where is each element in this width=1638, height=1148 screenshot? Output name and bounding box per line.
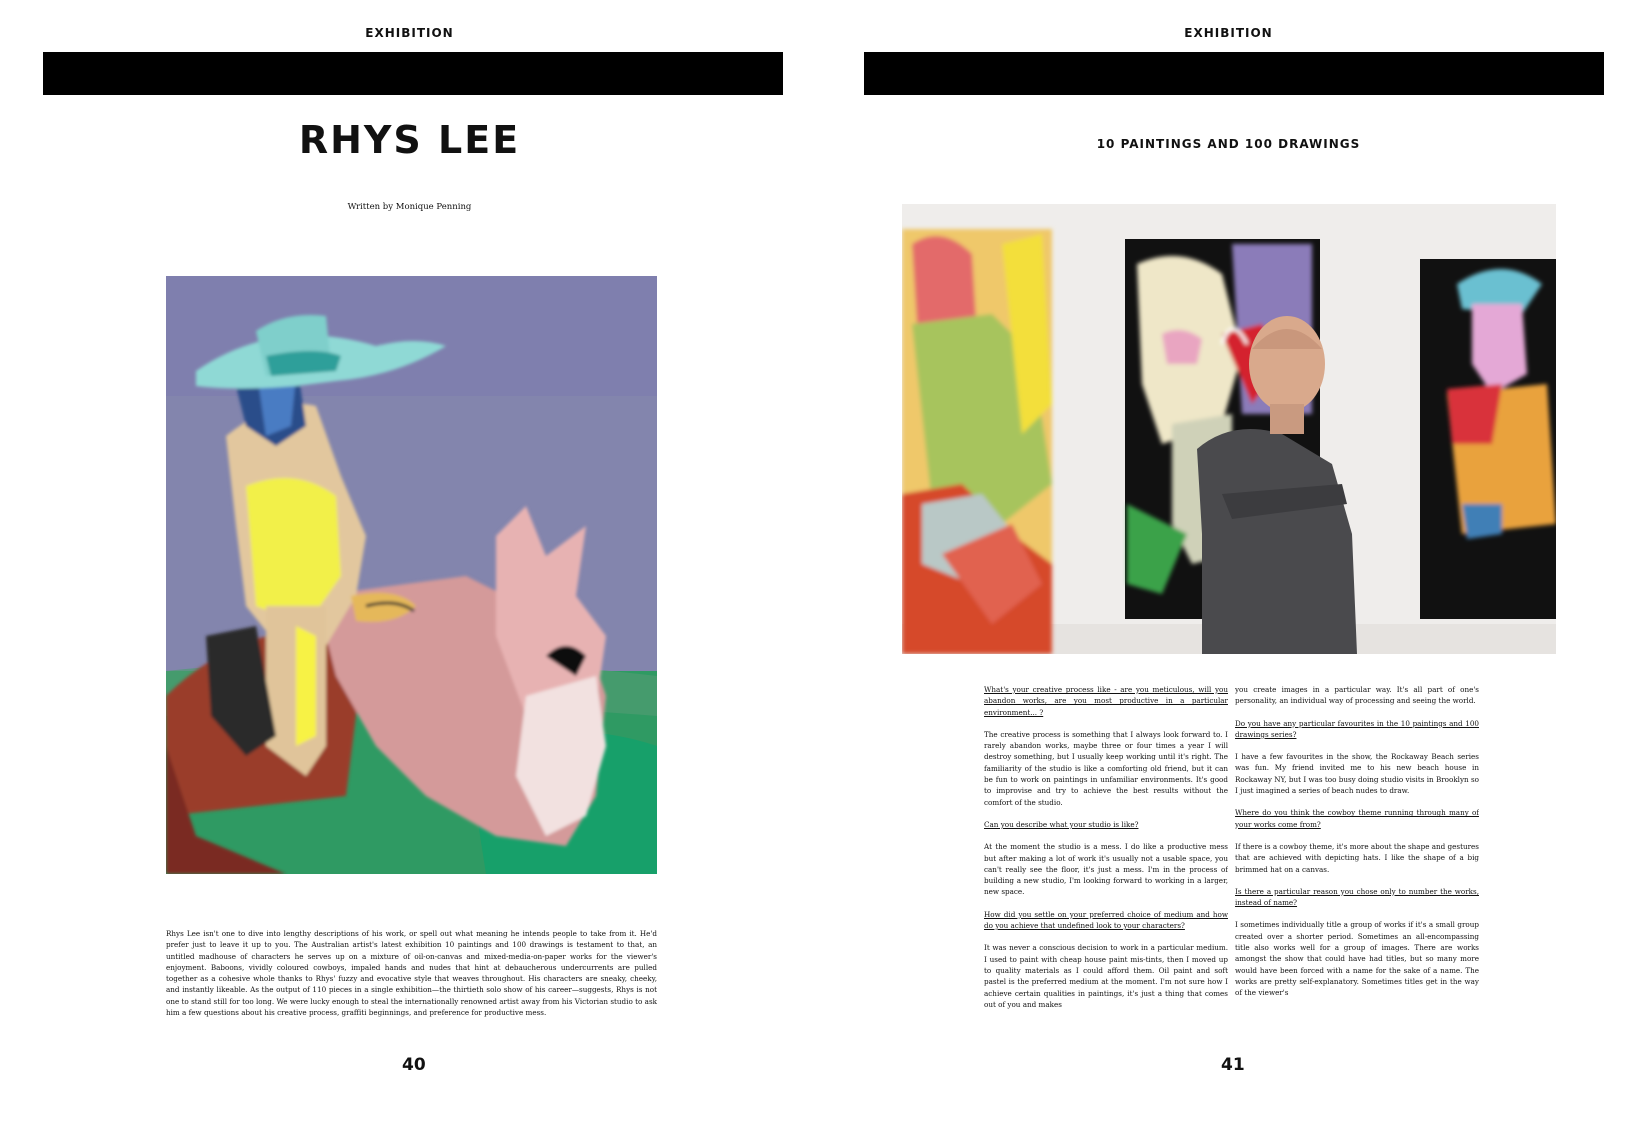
byline: Written by Monique Penning	[347, 202, 472, 212]
artist-gallery-photo	[902, 204, 1556, 654]
page-number: 40	[402, 1055, 426, 1075]
interview-answer: The creative process is something that I always look forward to. I rarely abandon works, maybe three or four times a year I will destroy something, but I usually keep working until it's right. The familiarity of the studio is like a comforting old friend, but it can be fun to work on paintings in unfamiliar environments. It's good to improvise and try to achieve the best results without the comfort of the studio.	[984, 729, 1228, 807]
section-label: EXHIBITION	[365, 26, 454, 40]
interview-question: Can you describe what your studio is like?	[984, 819, 1139, 829]
interview-answer: If there is a cowboy theme, it's more about the shape and gestures that are achieved with depicting hats. I like the shape of a big brimmed hat on a canvas.	[1235, 841, 1479, 874]
page-number: 41	[1221, 1055, 1245, 1075]
article-subtitle: 10 PAINTINGS AND 100 DRAWINGS	[1096, 137, 1361, 151]
interview-question: Is there a particular reason you chose only to number the works, instead of name?	[1235, 886, 1479, 908]
interview-column-2	[1235, 684, 1479, 1020]
interview-answer: I have a few favourites in the show, the Rockaway Beach series was fun. My friend invited me to his new beach house in Rockaway NY, but I was too busy doing studio visits in Brooklyn so I just imagined a series of beach nudes to draw.	[1235, 752, 1479, 796]
interview-question: Where do you think the cowboy theme running through many of your works come from?	[1235, 808, 1479, 829]
interview-answer: you create images in a particular way. It's all part of one's personality, an individual way of processing and seeing the world.	[1235, 685, 1479, 706]
article-intro: Rhys Lee isn't one to dive into lengthy descriptions of his work, or spell out what meaning he intends people to take from it. He'd prefer just to leave it up to you. The Australian artist's latest exhibition 10 paintings and 100 drawings is testament to that, an untitled madhouse of characters he serves up on a mixture of oil-on-canvas and mixed-media-on-paper works for the viewer's enjoyment. Baboons, vividly coloured cowboys, impaled hands and nudes that hint at debaucherous undercurrents are pulled together as a cohesive whole thanks to Rhys' fuzzy and evocative style that weaves throughout. His characters are sneaky, cheeky, and instantly likeable. As the output of 110 pieces in a single exhibition—the thirtieth solo show of his career—suggests, Rhys is not one to stand still for too long. We were lucky enough to steal the internationally renowned artist away from his Victorian studio to ask him a few questions about his creative process, graffiti beginnings, and preference for productive mess.	[166, 929, 657, 1018]
interview-question: Do you have any particular favourites in the 10 paintings and 100 drawings series?	[1235, 718, 1479, 739]
interview-answer: It was never a conscious decision to work in a particular medium. I used to paint with cheap house paint mis-tints, then I moved up to quality materials as I could afford them. Oil paint and soft pastel is the preferred medium at the moment. I'm not sure how I achieve certain qualities in paintings, it's just a thing that comes out of you and makes	[984, 943, 1228, 1009]
header-bar	[43, 52, 783, 95]
interview-answer: I sometimes individually title a group of works if it's a small group created over a shorter period. Sometimes an all-encompassing title also works well for a group of images. There are works amongst the show that could have had titles, but so many more would have been forced with a name for the sake of a name. The works are pretty self-explanatory. Sometimes titles get in the way of the viewer's	[1235, 920, 1479, 998]
interview-question: What's your creative process like - are you meticulous, will you abandon works, are you most productive in a particular environment... ?	[984, 685, 1228, 717]
cowboy-painting-image	[166, 276, 657, 874]
right-page	[819, 0, 1638, 1148]
section-label: EXHIBITION	[1184, 26, 1273, 40]
article-title: RHYS LEE	[298, 118, 521, 162]
header-bar	[864, 52, 1604, 95]
interview-answer: At the moment the studio is a mess. I do like a productive mess but after making a lot of work it's usually not a usable space, you can't really see the floor, it's just a mess. I'm in the process of building a new studio, I'm looking forward to working in a larger, new space.	[984, 842, 1228, 897]
interview-question: How did you settle on your preferred choice of medium and how do you achieve that undefined look to your characters?	[984, 909, 1228, 931]
interview-column-1	[984, 684, 1228, 1020]
